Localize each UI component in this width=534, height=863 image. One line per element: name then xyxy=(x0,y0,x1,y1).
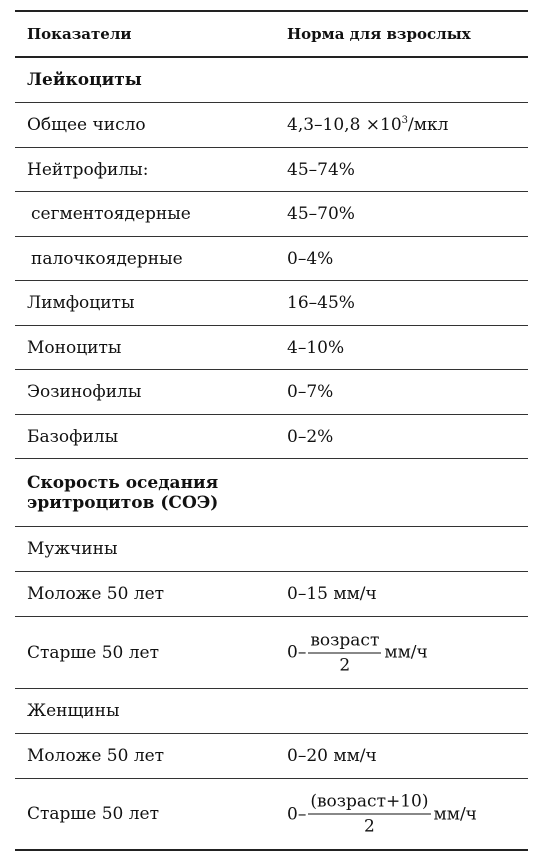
row-label: Лимфоциты xyxy=(27,293,135,313)
value-unit: /мкл xyxy=(408,115,449,135)
row-label: Нейтрофилы: xyxy=(27,159,149,180)
row-label: Старше 50 лет xyxy=(27,804,159,824)
row-label: Общее число xyxy=(27,115,146,135)
row-value: 0–4% xyxy=(287,248,334,269)
formula-prefix: 0– xyxy=(287,804,307,824)
table-row xyxy=(15,617,528,689)
table-row xyxy=(15,370,528,415)
row-label: сегментоядерные xyxy=(31,204,191,224)
header-adult-norm: Норма для взрослых xyxy=(287,25,471,43)
table-row xyxy=(15,237,528,281)
row-value: 4–10% xyxy=(287,337,345,358)
table-row xyxy=(15,734,528,779)
table-row xyxy=(15,148,528,192)
table-row xyxy=(15,779,528,851)
row-value: 0–20 мм/ч xyxy=(287,746,377,766)
section-title: Лейкоциты xyxy=(27,70,142,90)
row-label: Мужчины xyxy=(27,539,118,559)
esr-formula-men xyxy=(287,630,428,675)
formula-unit: мм/ч xyxy=(384,642,428,663)
table-row xyxy=(15,572,528,617)
row-label: Эозинофилы xyxy=(27,382,142,402)
section-title-line1: Скорость оседания xyxy=(27,472,219,493)
row-value: 45–70% xyxy=(287,204,355,224)
fraction-numerator: (возраст+10) xyxy=(308,792,430,815)
reference-table xyxy=(15,10,528,851)
table-row xyxy=(15,192,528,237)
value-exponent: 3 xyxy=(401,115,409,126)
row-value xyxy=(287,115,448,135)
table-header-row xyxy=(15,10,528,58)
table-row xyxy=(15,415,528,459)
row-label: Базофилы xyxy=(27,426,119,447)
header-indicators: Показатели xyxy=(27,25,132,43)
section-title xyxy=(27,473,218,513)
row-label: Женщины xyxy=(27,701,120,721)
row-value: 45–74% xyxy=(287,159,355,180)
row-value: 0–15 мм/ч xyxy=(287,584,377,604)
section-esr xyxy=(15,459,528,527)
row-label: Моложе 50 лет xyxy=(27,584,165,604)
row-label: палочкоядерные xyxy=(31,248,183,269)
row-value: 16–45% xyxy=(287,293,355,313)
value-main: 4,3–10,8 ×10 xyxy=(287,115,402,135)
row-label: Моложе 50 лет xyxy=(27,746,165,766)
table-row xyxy=(15,103,528,148)
fraction-denominator: 2 xyxy=(339,655,351,675)
table-row xyxy=(15,326,528,370)
row-label: Моноциты xyxy=(27,337,122,358)
table-row xyxy=(15,281,528,326)
esr-formula-women xyxy=(287,792,477,837)
fraction-numerator: возраст xyxy=(308,630,381,653)
row-value: 0–2% xyxy=(287,426,334,447)
fraction xyxy=(308,792,430,837)
section-title-line2: эритроцитов (СОЭ) xyxy=(27,492,219,513)
table-row xyxy=(15,689,528,734)
row-label: Старше 50 лет xyxy=(27,642,159,663)
fraction xyxy=(308,630,381,675)
section-leukocytes xyxy=(15,58,528,103)
fraction-denominator: 2 xyxy=(364,816,375,837)
formula-unit: мм/ч xyxy=(433,804,477,824)
row-value: 0–7% xyxy=(287,382,334,402)
formula-prefix: 0– xyxy=(287,642,307,663)
table-row xyxy=(15,527,528,572)
